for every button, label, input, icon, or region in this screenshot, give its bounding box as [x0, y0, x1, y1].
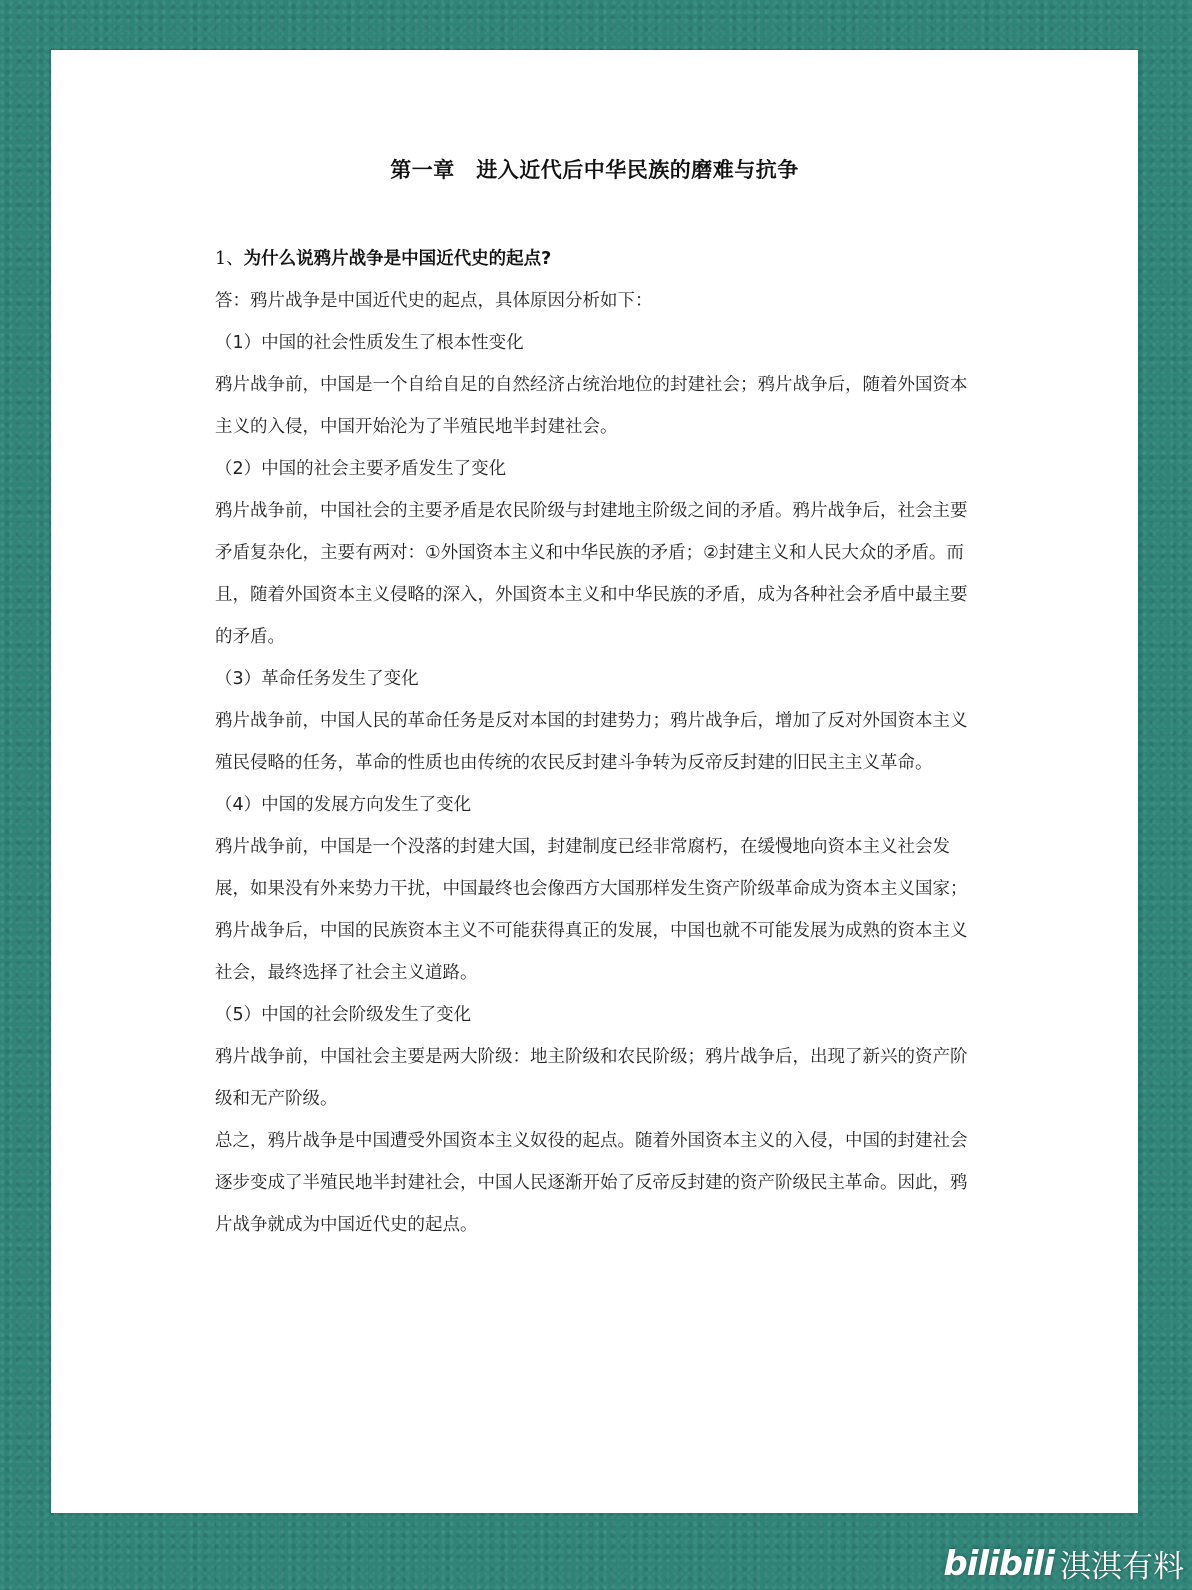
- chapter-title: 第一章 进入近代后中华民族的磨难与抗争: [390, 158, 799, 182]
- point-heading-2: （2）中国的社会主要矛盾发生了变化: [215, 459, 507, 479]
- uploader-name: 淇淇有料: [1060, 1549, 1184, 1585]
- point-body-1: 鸦片战争前，中国是一个自给自足的自然经济占统治地位的封建社会；鸦片战争后，随着外国资本主义的入侵，中国开始沦为了半殖民地半封建社会。: [215, 375, 968, 437]
- point-heading-5: （5）中国的社会阶级发生了变化: [215, 1005, 472, 1025]
- point-heading-1: （1）中国的社会性质发生了根本性变化: [215, 333, 524, 353]
- question-heading: [215, 238, 975, 280]
- answer-intro: 答：鸦片战争是中国近代史的起点，具体原因分析如下：: [215, 291, 653, 311]
- question-number: 1、: [215, 249, 244, 269]
- point-body-3: 鸦片战争前，中国人民的革命任务是反对本国的封建势力；鸦片战争后，增加了反对外国资本主义殖民侵略的任务，革命的性质也由传统的农民反封建斗争转为反帝反封建的旧民主主义革命。: [215, 711, 968, 773]
- point-body-4: 鸦片战争前，中国是一个没落的封建大国，封建制度已经非常腐朽，在缓慢地向资本主义社会发展，如果没有外来势力干扰，中国最终也会像西方大国那样发生资产阶级革命成为资本主义国家；鸦片战争后，中国的民族资本主义不可能获得真正的发展，中国也就不可能发展为成熟的资本主义社会，最终选择了社会主义道路。: [215, 837, 968, 983]
- bilibili-watermark: [943, 1541, 1184, 1586]
- point-heading-4: （4）中国的发展方向发生了变化: [215, 795, 472, 815]
- point-body-5: 鸦片战争前，中国社会主要是两大阶级：地主阶级和农民阶级；鸦片战争后，出现了新兴的资产阶级和无产阶级。: [215, 1047, 968, 1109]
- point-heading-3: （3）革命任务发生了变化: [215, 669, 419, 689]
- conclusion-paragraph: 总之，鸦片战争是中国遭受外国资本主义奴役的起点。随着外国资本主义的入侵，中国的封建社会逐步变成了半殖民地半封建社会，中国人民逐渐开始了反帝反封建的资产阶级民主革命。因此，鸦片战争就成为中国近代史的起点。: [215, 1131, 968, 1235]
- point-body-2: 鸦片战争前，中国社会的主要矛盾是农民阶级与封建地主阶级之间的矛盾。鸦片战争后，社会主要矛盾复杂化，主要有两对：①外国资本主义和中华民族的矛盾；②封建主义和人民大众的矛盾。而且，随着外国资本主义侵略的深入，外国资本主义和中华民族的矛盾，成为各种社会矛盾中最主要的矛盾。: [215, 501, 968, 647]
- question-text: 为什么说鸦片战争是中国近代史的起点?: [243, 249, 552, 269]
- document-body: [215, 238, 975, 1246]
- document-page: [51, 50, 1138, 1513]
- bilibili-logo: bilibili: [943, 1543, 1054, 1584]
